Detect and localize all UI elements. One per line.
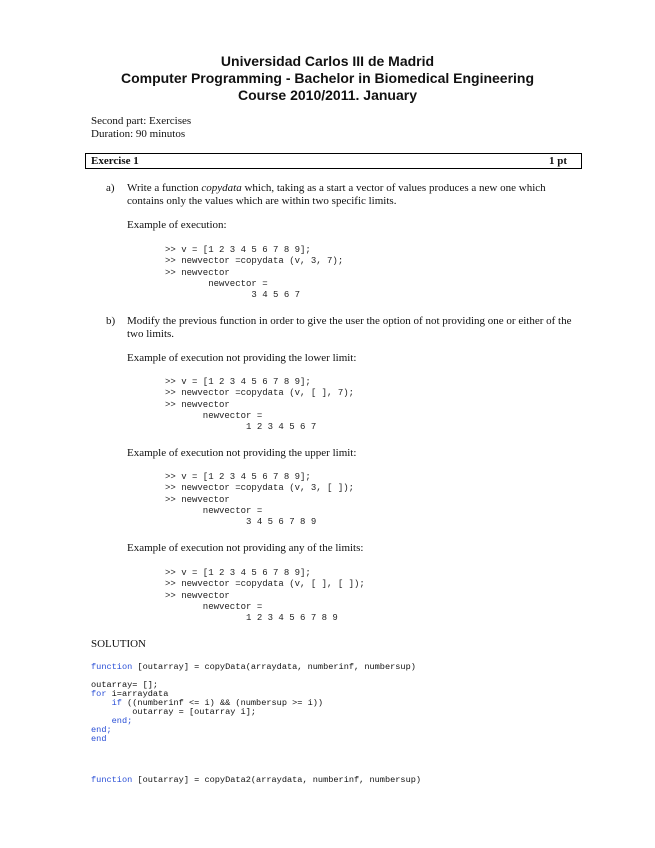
example-b3-code: >> v = [1 2 3 4 5 6 7 8 9]; >> newvector =copydata (v, [ ], [ ]); >> newvector newvector = 1 2 3 4 5 6 7 8 9 (165, 568, 365, 624)
solution-code-1: function [outarray] = copyData(arraydata, numberinf, numbersup) outarray= []; for i=arraydata if ((numberinf <= i) && (numbersup >= i)) outarray = [outarray i]; end; end; end (91, 662, 416, 744)
part-b-text: Modify the previous function in order to give the user the option of not providing one or either of the two limits. (127, 315, 572, 340)
exercise-points: 1 pt (548, 155, 567, 167)
course-year: Course 2010/2011. January (237, 87, 417, 103)
exam-meta (91, 115, 191, 141)
exercise-header-box (85, 153, 582, 169)
document-header (0, 53, 655, 104)
solution-label: SOLUTION (91, 638, 146, 650)
exercise-title: Exercise 1 (91, 155, 139, 167)
part-b-marker: b) (106, 315, 116, 327)
example-b2-label: Example of execution not providing the upper limit: (127, 447, 357, 459)
example-b1-label: Example of execution not providing the lower limit: (127, 352, 357, 364)
example-b1-code: >> v = [1 2 3 4 5 6 7 8 9]; >> newvector =copydata (v, [ ], 7); >> newvector newvector = 1 2 3 4 5 6 7 (165, 377, 355, 433)
course-title: Computer Programming - Bachelor in Biomedical Engineering (120, 70, 535, 86)
part-a-text: Write a function copydata which, taking as a start a vector of values produces a new one which contains only the values which are within two specific limits. (127, 182, 546, 207)
part-a-marker: a) (106, 182, 115, 194)
example-a-label: Example of execution: (127, 219, 227, 231)
example-a-code: >> v = [1 2 3 4 5 6 7 8 9]; >> newvector =copydata (v, 3, 7); >> newvector newvector = 3 4 5 6 7 (165, 245, 344, 301)
function-name: copydata (201, 182, 242, 194)
solution-code-2: function [outarray] = copyData2(arraydata, numberinf, numbersup) (91, 775, 422, 785)
exam-part: Second part: Exercises (91, 115, 192, 127)
example-b3-label: Example of execution not providing any of the limits: (127, 542, 364, 554)
exam-duration: Duration: 90 minutos (91, 128, 186, 140)
university-name: Universidad Carlos III de Madrid (220, 53, 435, 69)
example-b2-code: >> v = [1 2 3 4 5 6 7 8 9]; >> newvector =copydata (v, 3, [ ]); >> newvector newvector = 3 4 5 6 7 8 9 (165, 472, 355, 528)
